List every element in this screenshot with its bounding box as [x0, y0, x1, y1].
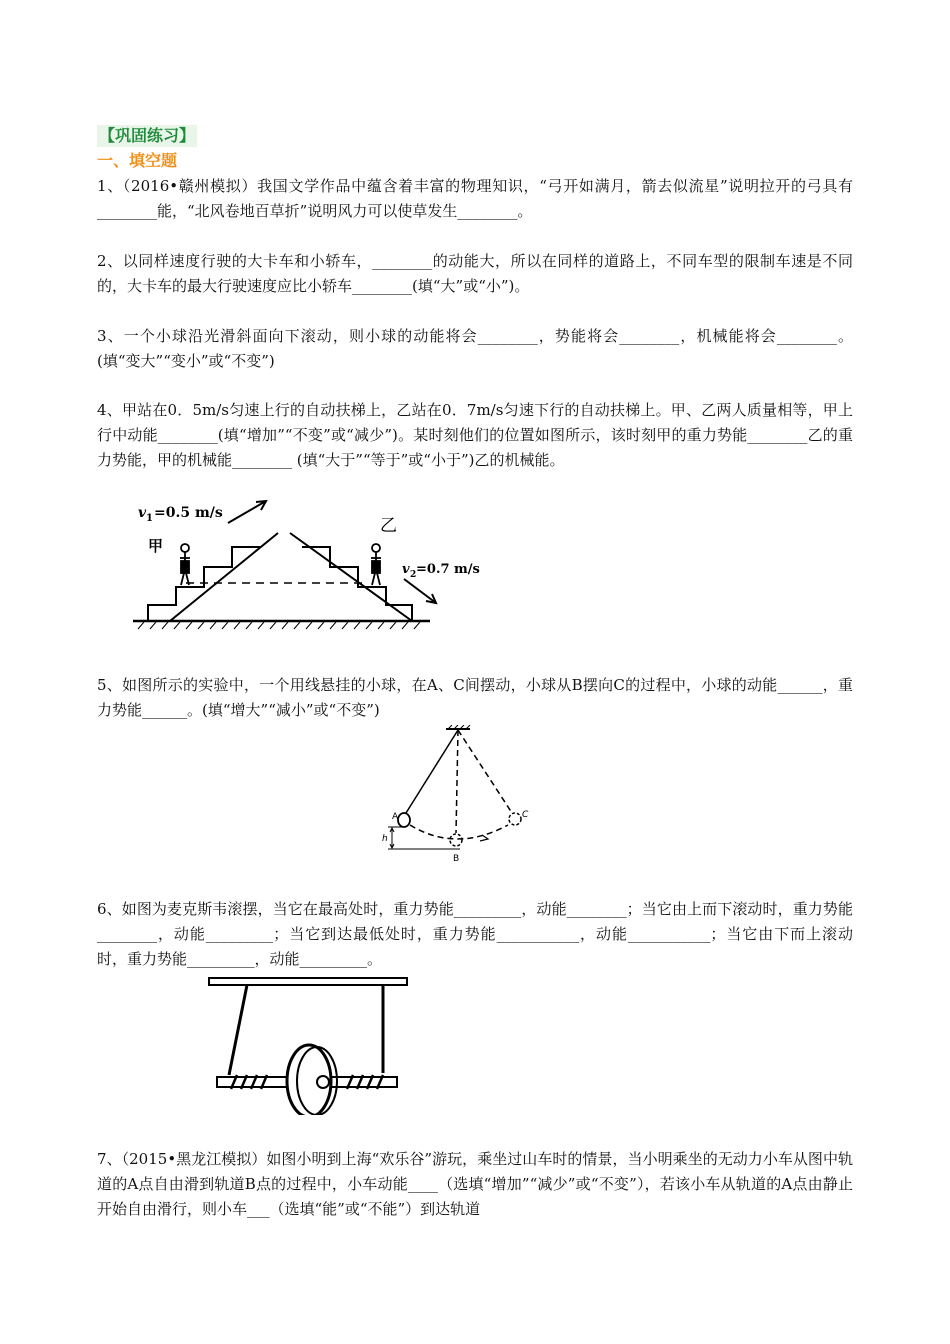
question-6-text: 6、如图为麦克斯韦滚摆，当它在最高处时，重力势能_________，动能________；当它由上而下滚动时，重力势能________，动能_________；当它到达最低处时，重力势能___________，动能___________；当它由下而上滚动时，重力势能_________，动能_________。 [97, 900, 853, 968]
section-heading: 一、填空题 [97, 151, 178, 170]
v2-value: =0.7 m/s [416, 562, 480, 577]
yi-label: 乙 [380, 516, 397, 536]
v1-subscript: 1 [146, 513, 153, 524]
height-h-label: h [382, 834, 388, 844]
point-b-label: B [453, 854, 460, 864]
question-1 [97, 174, 853, 224]
question-7-text: 7、（2015•黑龙江模拟）如图小明到上海“欢乐谷”游玩，乘坐过山车时的情景，当小明乘坐的无动力小车从图中轨道的A点自由滑到轨道B点的过程中，小车动能____（选填“增加”“减少”或“不变”），若该小车从轨道的A点由静止开始自由滑行，则小车___（选填“能”或“不能”）到达轨道 [97, 1150, 853, 1218]
v2-label: v [402, 562, 410, 577]
question-5-text: 5、如图所示的实验中，一个用线悬挂的小球，在A、C间摆动，小球从B摆向C的过程中，小球的动能______，重力势能______。(填“增大”“减小”或“不变”) [97, 676, 853, 719]
question-4 [97, 398, 853, 473]
point-a-label: A [392, 812, 399, 822]
question-3 [97, 324, 853, 374]
question-2-text: 2、以同样速度行驶的大卡车和小轿车，________的动能大，所以在同样的道路上，不同车型的限制车速是不同的，大卡车的最大行驶速度应比小轿车________(填“大”或“小”)。 [97, 252, 853, 295]
v1-value: =0.5 m/s [154, 505, 223, 521]
question-2 [97, 249, 853, 299]
person-jia-icon [180, 544, 190, 585]
question-1-text: 1、（2016•赣州模拟）我国文学作品中蕴含着丰富的物理知识，“弓开如满月，箭去似流星”说明拉开的弓具有 ________能，“北风卷地百草折”说明风力可以使草发生________。 [97, 177, 853, 220]
maxwell-wheel-figure [205, 975, 415, 1115]
question-3-text: 3、一个小球沿光滑斜面向下滚动，则小球的动能将会________，势能将会________，机械能将会________。(填“变大”“变小”或“不变”) [97, 327, 853, 370]
escalator-figure [130, 495, 500, 635]
question-6 [97, 897, 853, 972]
question-4-text: 4、甲站在0．5m/s匀速上行的自动扶梯上，乙站在0．7m/s匀速下行的自动扶梯上。甲、乙两人质量相等，甲上行中动能________(填“增加”“不变”或“减少”)。某时刻他们的位置如图所示，该时刻甲的重力势能________乙的重力势能，甲的机械能________ (填“大于”“等于”或“小于”)乙的机械能。 [97, 401, 853, 469]
v1-label: v [138, 505, 147, 521]
question-5 [97, 673, 853, 723]
pendulum-figure [380, 725, 540, 865]
point-c-label: C [522, 810, 529, 820]
jia-label: 甲 [148, 537, 164, 555]
v2-subscript: 2 [410, 570, 417, 580]
practice-heading: 【巩固练习】 [99, 126, 196, 145]
question-7 [97, 1147, 853, 1222]
person-yi-icon [371, 544, 381, 585]
